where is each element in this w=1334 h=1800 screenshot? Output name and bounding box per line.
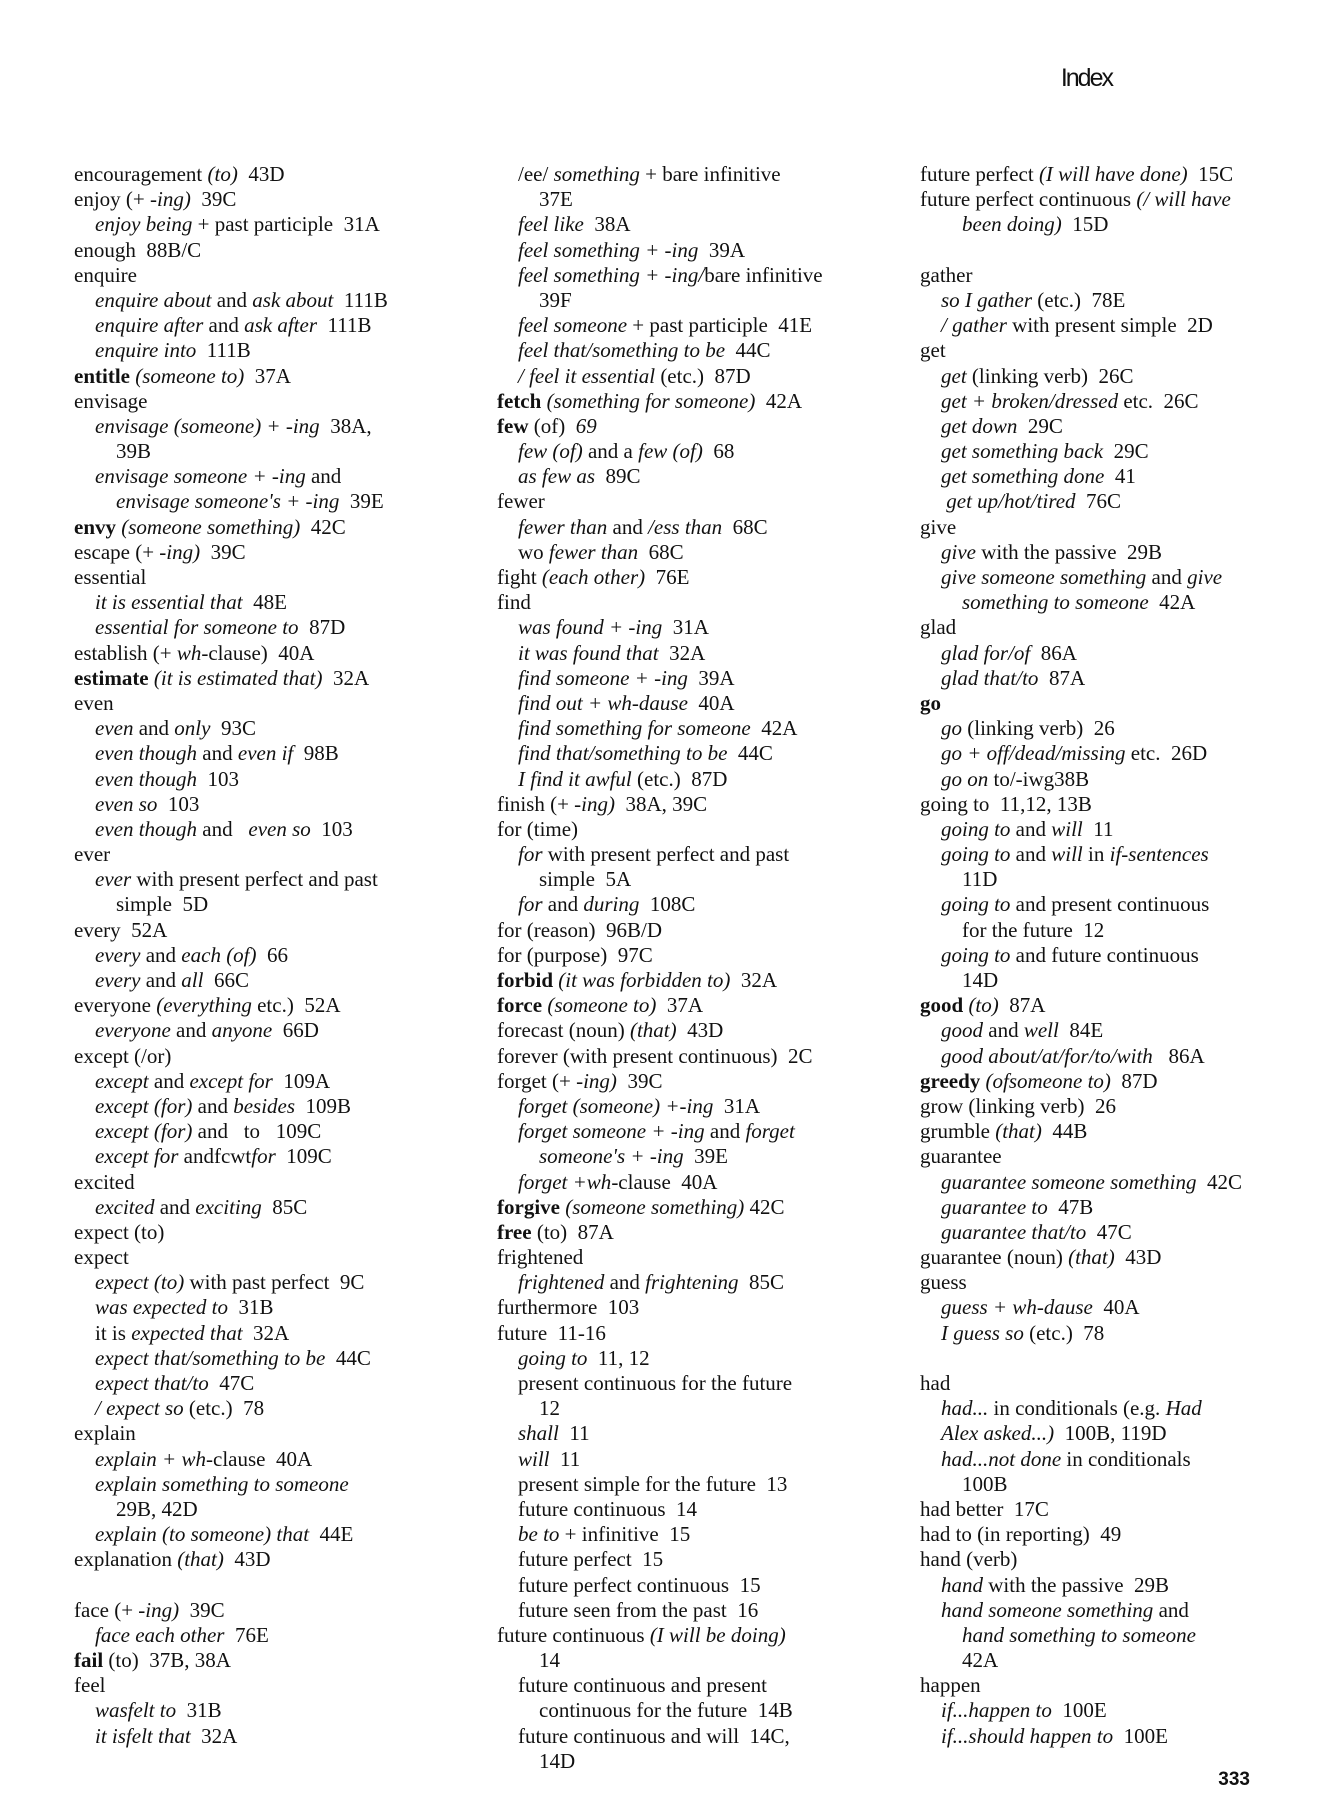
index-entry: had better 17C xyxy=(920,1496,1049,1521)
index-subentry: go on to/-iwg38B xyxy=(941,766,1090,791)
index-subentry: it is essential that 48E xyxy=(95,590,287,615)
index-subentry: even though and even so 103 xyxy=(95,816,353,841)
index-subentry: future continuous and present xyxy=(518,1673,768,1698)
index-entry: happen xyxy=(920,1673,981,1698)
index-entry: forgive (someone something) 42C xyxy=(497,1194,785,1219)
index-subentry: had... in conditionals (e.g. Had xyxy=(941,1396,1202,1421)
index-subentry: 14D xyxy=(962,968,999,992)
index-subentry: few (of) and a few (of) 68 xyxy=(518,439,735,464)
index-subentry: 100B xyxy=(962,1471,1008,1496)
index-entry: face (+ -ing) 39C xyxy=(74,1597,225,1622)
index-entry: establish (+ wh-clause) 40A xyxy=(74,640,315,665)
index-entry: future 11-16 xyxy=(497,1320,606,1345)
index-entry: find xyxy=(497,590,531,615)
index-subentry: enquire about and ask about 111B xyxy=(95,287,388,312)
index-subentry: 12 xyxy=(539,1396,560,1421)
index-group-spacer xyxy=(74,1573,388,1598)
index-subentry: wasfelt to 31B xyxy=(95,1698,222,1723)
index-subentry: expect (to) with past perfect 9C xyxy=(95,1270,365,1295)
index-entry: guarantee (noun) (that) 43D xyxy=(920,1245,1162,1270)
index-entry: fail (to) 37B, 38A xyxy=(74,1648,231,1673)
index-column-1 xyxy=(74,162,388,1749)
index-entry: had to (in reporting) 49 xyxy=(920,1522,1122,1547)
index-subentry: get something done 41 xyxy=(941,464,1136,489)
index-entry: guess xyxy=(920,1270,967,1295)
index-subentry: go (linking verb) 26 xyxy=(941,716,1115,741)
index-subentry: even so 103 xyxy=(95,791,200,816)
index-entry: feel xyxy=(74,1673,106,1698)
index-subentry: was expected to 31B xyxy=(95,1295,274,1320)
index-subentry: get down 29C xyxy=(941,413,1063,438)
index-entry: force (someone to) 37A xyxy=(497,993,704,1018)
index-subentry: even though 103 xyxy=(95,766,240,791)
index-subentry: glad that/to 87A xyxy=(941,665,1086,690)
index-subentry: it isfelt that 32A xyxy=(95,1723,238,1748)
index-subentry: will 11 xyxy=(518,1446,581,1471)
index-entry: ever xyxy=(74,842,111,867)
index-subentry: had...not done in conditionals xyxy=(941,1446,1191,1471)
index-entry: had xyxy=(920,1371,951,1395)
index-subentry: going to 11, 12 xyxy=(518,1345,650,1370)
index-subentry: good about/at/for/to/with 86A xyxy=(941,1043,1205,1068)
index-subentry: every and all 66C xyxy=(95,968,249,992)
index-subentry: explain + wh-clause 40A xyxy=(95,1446,313,1471)
index-subentry: guarantee someone something 42C xyxy=(941,1169,1242,1194)
index-entry: estimate (it is estimated that) 32A xyxy=(74,665,370,690)
index-subentry: someone's + -ing 39E xyxy=(539,1144,728,1169)
index-entry: forget (+ -ing) 39C xyxy=(497,1068,663,1093)
index-group-spacer xyxy=(920,1346,1242,1371)
index-subentry: going to and present continuous xyxy=(941,892,1210,917)
index-entry: greedy (ofsomeone to) 87D xyxy=(920,1068,1158,1093)
index-subentry: as few as 89C xyxy=(518,464,641,489)
index-subentry: good and well 84E xyxy=(941,1018,1104,1043)
index-entry: every 52A xyxy=(74,917,168,942)
index-column-2 xyxy=(497,162,823,1774)
index-subentry: feel someone + past participle 41E xyxy=(518,313,813,338)
index-subentry: future perfect continuous 15 xyxy=(518,1572,761,1597)
index-subentry: go + off/dead/missing etc. 26D xyxy=(941,741,1208,766)
index-subentry: 42A xyxy=(962,1648,999,1673)
index-subentry: Alex asked...) 100B, 119D xyxy=(941,1421,1167,1446)
index-subentry: expect that/something to be 44C xyxy=(95,1345,371,1370)
index-subentry: forget +wh-clause 40A xyxy=(518,1169,718,1194)
index-entry: going to 11,12, 13B xyxy=(920,791,1092,816)
index-entry: essential xyxy=(74,565,147,589)
index-subentry: 11D xyxy=(962,867,998,892)
index-entry: entitle (someone to) 37A xyxy=(74,363,291,388)
index-entry: enough 88B/C xyxy=(74,237,202,262)
index-subentry: hand something to someone xyxy=(962,1622,1196,1647)
index-subentry: everyone and anyone 66D xyxy=(95,1018,319,1043)
index-subentry: explain something to someone xyxy=(95,1471,349,1496)
index-subentry: feel something + -ing/bare infinitive xyxy=(518,262,823,287)
index-entry: fewer xyxy=(497,489,545,514)
index-subentry: feel like 38A xyxy=(518,212,631,237)
index-entry: escape (+ -ing) 39C xyxy=(74,539,246,564)
index-subentry: 37E xyxy=(539,187,573,212)
index-entry: enjoy (+ -ing) 39C xyxy=(74,187,237,212)
index-subentry: except (for) and besides 109B xyxy=(95,1093,352,1118)
index-subentry: 39B xyxy=(116,439,152,464)
index-subentry: even though and even if 98B xyxy=(95,741,339,766)
index-subentry: guess + wh-dause 40A xyxy=(941,1295,1140,1320)
index-entry: explanation (that) 43D xyxy=(74,1547,271,1572)
index-subentry: envisage someone's + -ing 39E xyxy=(116,489,384,514)
index-subentry: / gather with present simple 2D xyxy=(941,313,1213,338)
index-subentry: forget (someone) +-ing 31A xyxy=(518,1093,761,1118)
index-entry: except (/or) xyxy=(74,1043,172,1068)
index-entry: hand (verb) xyxy=(920,1547,1018,1572)
index-subentry: feel that/something to be 44C xyxy=(518,338,771,363)
index-subentry: if...happen to 100E xyxy=(941,1698,1107,1723)
index-entry: frightened xyxy=(497,1245,584,1270)
running-header: Index xyxy=(1060,64,1112,92)
index-subentry: face each other 76E xyxy=(95,1622,269,1647)
index-subentry: envisage (someone) + -ing 38A, xyxy=(95,413,372,438)
index-subentry: / expect so (etc.) 78 xyxy=(95,1396,265,1421)
index-subentry: present continuous for the future xyxy=(518,1371,793,1395)
index-subentry: been doing) 15D xyxy=(962,212,1109,237)
index-subentry: forget someone + -ing and forget xyxy=(518,1119,795,1144)
index-subentry: every and each (of) 66 xyxy=(95,942,289,967)
index-entry: for (time) xyxy=(497,816,579,841)
index-subentry: wo fewer than 68C xyxy=(518,539,684,564)
index-subentry: frightened and frightening 85C xyxy=(518,1270,785,1295)
index-subentry: so I gather (etc.) 78E xyxy=(941,287,1126,312)
index-subentry: get something back 29C xyxy=(941,439,1149,464)
index-subentry: envisage someone + -ing and xyxy=(95,464,342,489)
index-subentry: / feel it essential (etc.) 87D xyxy=(518,363,751,388)
index-subentry: going to and will in if-sentences xyxy=(941,842,1209,867)
index-subentry: give someone something and give xyxy=(941,565,1223,589)
index-subentry: guarantee that/to 47C xyxy=(941,1219,1132,1244)
index-subentry: enquire after and ask after 111B xyxy=(95,313,372,338)
index-entry: for (purpose) 97C xyxy=(497,942,653,967)
index-subentry: hand someone something and xyxy=(941,1597,1189,1622)
index-subentry: present simple for the future 13 xyxy=(518,1471,788,1496)
index-subentry: enquire into 111B xyxy=(95,338,251,363)
index-entry: future continuous (I will be doing) xyxy=(497,1622,786,1647)
index-entry: encouragement (to) 43D xyxy=(74,162,285,186)
index-entry: guarantee xyxy=(920,1144,1002,1169)
index-subentry: it is expected that 32A xyxy=(95,1320,290,1345)
index-subentry: I find it awful (etc.) 87D xyxy=(518,766,728,791)
index-subentry: future continuous and will 14C, xyxy=(518,1723,790,1748)
index-entry: fight (each other) 76E xyxy=(497,565,690,589)
index-subentry: find someone + -ing 39A xyxy=(518,665,735,690)
index-entry: forever (with present continuous) 2C xyxy=(497,1043,813,1068)
index-subentry: 39F xyxy=(539,287,572,312)
index-subentry: was found + -ing 31A xyxy=(518,615,709,640)
index-subentry: find something for someone 42A xyxy=(518,716,798,741)
index-subentry: find out + wh-dause 40A xyxy=(518,690,735,715)
index-subentry: get + broken/dressed etc. 26C xyxy=(941,388,1199,413)
index-subentry: get up/hot/tired 76C xyxy=(946,489,1122,514)
index-entry: furthermore 103 xyxy=(497,1295,640,1320)
index-entry: good (to) 87A xyxy=(920,993,1046,1018)
index-entry: excited xyxy=(74,1169,135,1194)
index-subentry: except (for) and to 109C xyxy=(95,1119,322,1144)
index-subentry: 14 xyxy=(539,1648,560,1673)
index-subentry: feel something + -ing 39A xyxy=(518,237,746,262)
index-subentry: continuous for the future 14B xyxy=(539,1698,793,1723)
index-entry: glad xyxy=(920,615,957,640)
index-entry: few (of) 69 xyxy=(497,413,597,438)
index-subentry: get (linking verb) 26C xyxy=(941,363,1134,388)
index-subentry: 29B, 42D xyxy=(116,1496,198,1521)
index-entry: explain xyxy=(74,1421,136,1446)
index-entry: expect (to) xyxy=(74,1219,165,1244)
index-subentry: shall 11 xyxy=(518,1421,590,1446)
index-subentry: give with the passive 29B xyxy=(941,539,1163,564)
index-entry: envy (someone something) 42C xyxy=(74,514,346,539)
index-subentry: for with present perfect and past xyxy=(518,842,790,867)
index-subentry: future seen from the past 16 xyxy=(518,1597,759,1622)
index-entry: enquire xyxy=(74,262,137,287)
index-subentry: even and only 93C xyxy=(95,716,256,741)
index-entry: expect xyxy=(74,1245,129,1270)
index-entry: grumble (that) 44B xyxy=(920,1119,1088,1144)
index-entry: gather xyxy=(920,262,973,287)
index-subentry: be to + infinitive 15 xyxy=(518,1522,691,1547)
index-subentry: fewer than and /ess than 68C xyxy=(518,514,768,539)
index-entry: future perfect (I will have done) 15C xyxy=(920,162,1234,186)
index-subentry: except for andfcwtfor 109C xyxy=(95,1144,332,1169)
index-subentry: essential for someone to 87D xyxy=(95,615,346,640)
index-subentry: explain (to someone) that 44E xyxy=(95,1522,354,1547)
index-subentry: something to someone 42A xyxy=(962,590,1196,615)
index-entry: go xyxy=(920,690,941,715)
index-subentry: 14D xyxy=(539,1748,576,1773)
index-entry: forecast (noun) (that) 43D xyxy=(497,1018,724,1043)
index-subentry: find that/something to be 44C xyxy=(518,741,773,766)
index-subentry: I guess so (etc.) 78 xyxy=(941,1320,1105,1345)
index-entry: for (reason) 96B/D xyxy=(497,917,663,942)
index-subentry: if...should happen to 100E xyxy=(941,1723,1168,1748)
index-entry: envisage xyxy=(74,388,148,413)
index-group-spacer xyxy=(920,238,1242,263)
index-entry: grow (linking verb) 26 xyxy=(920,1093,1116,1118)
index-subentry: expect that/to 47C xyxy=(95,1371,255,1395)
index-subentry: going to and future continuous xyxy=(941,942,1199,967)
index-subentry: simple 5D xyxy=(116,892,209,917)
index-subentry: simple 5A xyxy=(539,867,632,892)
index-subentry: going to and will 11 xyxy=(941,816,1114,841)
index-column-3 xyxy=(920,162,1242,1749)
index-subentry: glad for/of 86A xyxy=(941,640,1077,665)
index-subentry: for the future 12 xyxy=(962,917,1105,942)
index-subentry: ever with present perfect and past xyxy=(95,867,378,892)
index-subentry: except and except for 109A xyxy=(95,1068,330,1093)
index-entry: even xyxy=(74,690,114,715)
index-subentry: hand with the passive 29B xyxy=(941,1572,1170,1597)
page-number: 333 xyxy=(1218,1769,1250,1790)
index-entry: future perfect continuous (/ will have xyxy=(920,187,1231,212)
index-entry: fetch (something for someone) 42A xyxy=(497,388,803,413)
index-entry: forbid (it was forbidden to) 32A xyxy=(497,968,778,992)
index-entry: finish (+ -ing) 38A, 39C xyxy=(497,791,708,816)
index-subentry: excited and exciting 85C xyxy=(95,1194,308,1219)
index-subentry: future perfect 15 xyxy=(518,1547,664,1572)
index-entry: get xyxy=(920,338,946,363)
index-entry: everyone (everything etc.) 52A xyxy=(74,993,341,1018)
index-subentry: future continuous 14 xyxy=(518,1496,698,1521)
index-subentry: /ee/ something + bare infinitive xyxy=(518,162,781,186)
index-entry: give xyxy=(920,514,957,539)
index-entry: free (to) 87A xyxy=(497,1219,614,1244)
index-subentry: enjoy being + past participle 31A xyxy=(95,212,380,237)
index-subentry: it was found that 32A xyxy=(518,640,706,665)
index-subentry: guarantee to 47B xyxy=(941,1194,1094,1219)
index-subentry: for and during 108C xyxy=(518,892,696,917)
